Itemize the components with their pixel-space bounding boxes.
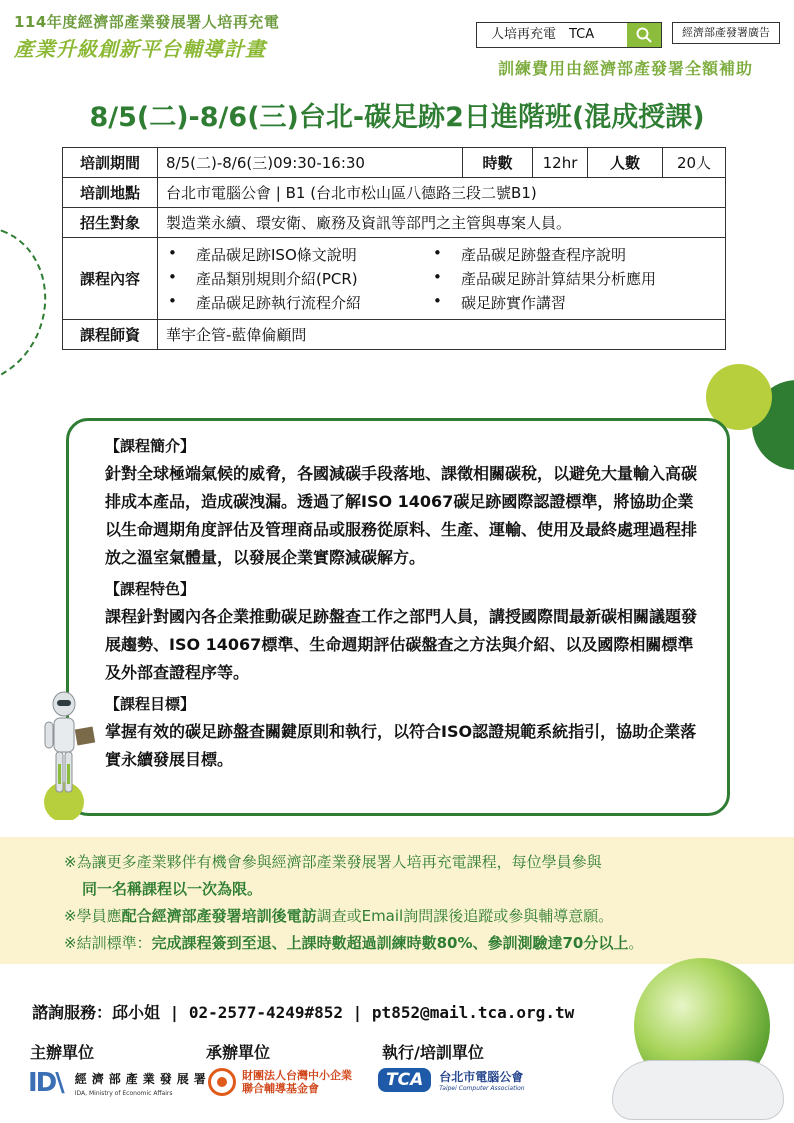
notice-3-pre: ※結訓標準： (64, 934, 152, 952)
course-info-table (62, 147, 726, 350)
search-text: 人培再充電 TCA (491, 27, 595, 42)
content-label: 課程內容 (63, 238, 158, 320)
ad-badge: 經濟部產發署廣告 (672, 22, 780, 44)
robot-illustration (42, 690, 102, 820)
tca-logo-mark: TCA (378, 1068, 431, 1092)
ida-logo-mark: ID\ (28, 1068, 63, 1098)
goal-heading: 【課程目標】 (105, 695, 196, 713)
hours-value: 12hr (533, 148, 588, 178)
teacher-label: 課程師資 (63, 320, 158, 350)
table-row (63, 208, 726, 238)
teacher-value: 華宇企管-藍偉倫顧問 (158, 320, 726, 350)
list-item: • 產品碳足跡執行流程介紹 (166, 292, 431, 313)
executor-label: 執行/培訓單位 (382, 1043, 484, 1062)
list-item: • 碳足跡實作講習 (431, 292, 717, 313)
ida-name: 經濟部產業發展署 (74, 1071, 211, 1086)
organizer-label: 承辦單位 (206, 1043, 271, 1062)
notice-3 (64, 930, 794, 957)
table-row (63, 178, 726, 208)
ida-english-name: IDA, Ministry of Economic Affairs (74, 1089, 173, 1097)
tca-english-name: Taipei Computer Association (439, 1085, 525, 1092)
location-label: 培訓地點 (63, 178, 158, 208)
location-value: 台北市電腦公會 | B1 (台北市松山區八德路三段二號B1) (158, 178, 726, 208)
sme-name-line1: 財團法人台灣中小企業 (242, 1069, 352, 1082)
feature-text: 課程針對國內各企業推動碳足跡盤查工作之部門人員，講授國際間最新碳相關議題發展趨勢、ISO 14067標準、生命週期評估碳盤查之方法與介紹、以及國際相關標準及外部查證程序等。 (105, 607, 698, 682)
search-icon (635, 26, 653, 44)
decorative-dashed-arc (0, 206, 68, 404)
notice-1-text: ※為讓更多產業夥伴有機會參與經濟部產業發展署人培再充電課程，每位學員參與 (64, 853, 602, 871)
host-label: 主辦單位 (30, 1043, 95, 1062)
search-bar[interactable] (476, 22, 662, 48)
contact-info: 諮詢服務：邱小姐 | 02-2577-4249#852 | pt852@mail.tca.org.tw (32, 1003, 575, 1022)
period-value: 8/5(二)-8/6(三)09:30-16:30 (158, 148, 463, 178)
target-label: 招生對象 (63, 208, 158, 238)
goal-text: 掌握有效的碳足跡盤查關鍵原則和執行，以符合ISO認證規範系統指引，協助企業落實永續發展目標。 (105, 722, 697, 769)
notice-1 (64, 849, 794, 876)
search-button[interactable] (627, 23, 661, 47)
target-value: 製造業永續、環安衛、廠務及資訊等部門之主管與專案人員。 (158, 208, 726, 238)
notice-3-bold: 完成課程簽到至退、上課時數超過訓練時數80%、參訓測驗達70分以上 (151, 934, 629, 952)
table-row (63, 238, 726, 320)
notice-band (0, 837, 794, 964)
tca-name: 台北市電腦公會 (439, 1070, 524, 1084)
notice-2 (64, 903, 794, 930)
ida-logo (28, 1068, 211, 1098)
course-title: 8/5(二)-8/6(三)台北-碳足跡2日進階班(混成授課) (89, 102, 705, 133)
people-label: 人數 (588, 148, 663, 178)
list-item: • 產品碳足跡計算結果分析應用 (431, 268, 717, 289)
notice-2-pre: ※學員應 (64, 907, 122, 925)
hours-label: 時數 (463, 148, 533, 178)
hand-illustration (612, 1060, 784, 1120)
notice-1b-text: 同一名稱課程以一次為限。 (82, 880, 263, 898)
notice-3-post: 。 (628, 934, 644, 952)
intro-text: 針對全球極端氣候的威脅，各國減碳手段落地、課徵相關碳稅，以避免大量輸入高碳排成本產品，造成碳洩漏。透過了解ISO 14067碳足跡國際認證標準，將協助企業以生命週期角度評估及管理商品或服務從原料、生產、運輸、使用及最終處理過程排放之溫室氣體量，以發展企業實際減碳解方。 (105, 464, 698, 567)
notice-2-bold: 配合經濟部產發署培訓後電訪 (121, 907, 317, 925)
people-value: 20人 (663, 148, 726, 178)
sme-logo-icon (208, 1068, 236, 1096)
table-row (63, 148, 726, 178)
list-item: • 產品碳足跡ISO條文說明 (166, 244, 431, 265)
sme-name-line2: 聯合輔導基金會 (242, 1082, 319, 1095)
notice-1b (64, 876, 794, 903)
subsidy-notice: 訓練費用由經濟部產發署全額補助 (498, 59, 754, 78)
period-label: 培訓期間 (63, 148, 158, 178)
feature-heading: 【課程特色】 (105, 580, 196, 598)
sme-logo (208, 1068, 352, 1096)
course-description-box (66, 418, 730, 816)
list-item: • 產品類別規則介紹(PCR) (166, 268, 431, 289)
list-item: • 產品碳足跡盤查程序說明 (431, 244, 717, 265)
notice-2-post: 調查或Email詢問課後追蹤或參與輔導意願。 (316, 907, 614, 925)
intro-heading: 【課程簡介】 (105, 437, 196, 455)
program-year-title: 114年度經濟部產業發展署人培再充電 (14, 13, 280, 31)
program-plan-title: 產業升級創新平台輔導計畫 (14, 37, 266, 61)
content-list (158, 238, 726, 320)
tca-logo (378, 1068, 525, 1092)
table-row (63, 320, 726, 350)
